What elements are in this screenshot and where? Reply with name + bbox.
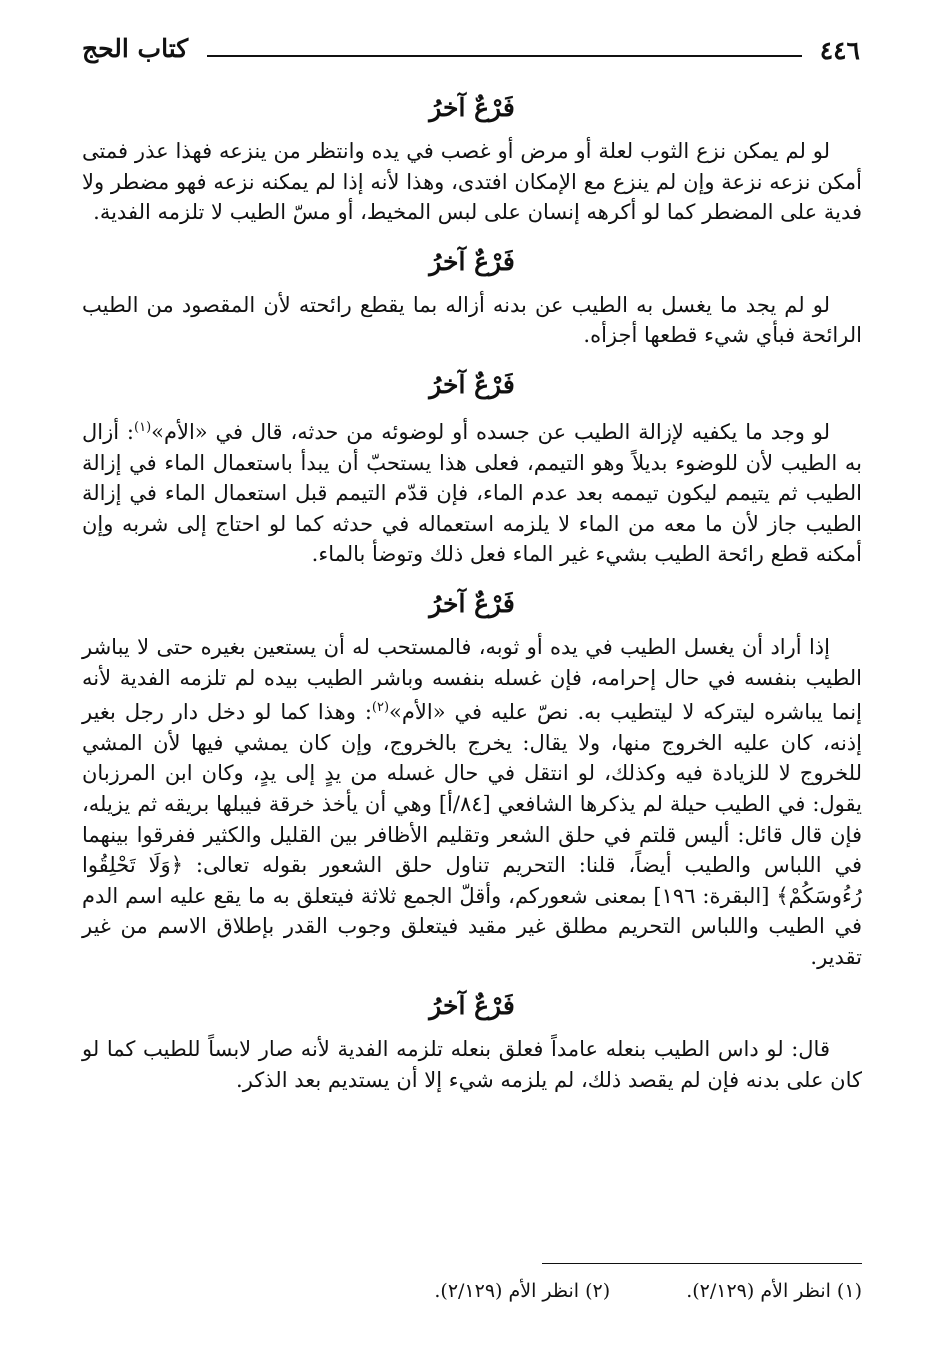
paragraph-text: لو لم يجد ما يغسل به الطيب عن بدنه أزاله بما يقطع رائحته لأن المقصود من الطيب الرائحة فبأي شيء قطعها أجزأه. — [82, 292, 862, 348]
section-heading: فَرْعٌ آخرُ — [429, 246, 515, 276]
section-paragraph — [82, 632, 862, 973]
section-paragraph — [82, 136, 862, 228]
section-heading: فَرْعٌ آخرُ — [429, 588, 515, 618]
footnote-divider — [542, 1263, 862, 1264]
section-paragraph — [82, 413, 862, 570]
paragraph-text: قال: لو داس الطيب بنعله عامداً فعلق بنعله تلزمه الفدية لأنه صار لابساً للطيب كما لو كان على بدنه فإن لم يقصد ذلك، لم يلزمه شيء إلا أن يستديم بعد الذكر. — [82, 1037, 862, 1093]
body-text — [82, 80, 862, 1102]
paragraph-text: إذا أراد أن يغسل الطيب في يده أو ثوبه، فالمستحب له أن يستعين بغيره حتى لا يباشر الطيب بنفسه في حال إحرامه، فإن غسله بنفسه وباشر الطيب بيده لم تلزمه الفدية لأنه إنما يباشره ليتركه لا ليتطيب به. نصّ عليه في «الأم» — [82, 634, 862, 725]
paragraph-text: : وهذا كما لو دخل دار رجل بغير إذنه، كان عليه الخروج منها، ولا يقال: يخرج بالخروج، وإن كان يمشي فيها لأن المشي للخروج لا للزيادة فيه وكذلك، لو انتقل في حال غسله من يدٍ إلى يدٍ، وكان ابن المرزبان يقول: في الطيب حيلة لم يذكرها الشافعي [٨٤/أ] وهي أن يأخذ خرقة فيبلها بريقه ثم يزيله، فإن قال قائل: أليس قلتم في حلق الشعر وتقليم الأظافر بين القليل والكثير ففرقوا بينهما في اللباس والطيب أيضاً، قلنا: التحريم تناول حلق الشعور بقوله تعالى: ﴿وَلَا تَحْلِقُوا رُءُوسَكُمْ﴾ [البقرة: ١٩٦] بمعنى شعوركم، وأقلّ الجمع ثلاثة فيتعلق به ما يقع عليه اسم الدم في الطيب واللباس التحريم مطلق غير مقيد فيتعلق وجوب القدر بإطلاق الاسم من غير تقدير. — [82, 700, 863, 969]
footnote-ref[interactable]: (٢) — [371, 700, 390, 716]
paragraph-text: لو لم يمكن نزع الثوب لعلة أو مرض أو غصب في يده وانتظر من ينزعه فهذا عذر فمتى أمكن نزعه نزعة وإن لم ينزع مع الإمكان افتدى، وهذا لأنه إذا لم يمكنه نزعه فهو مضطر ولا فدية على المضطر كما لو أكرهه إنسان على لبس المخيط، أو مسّ الطيب لا تلزمه الفدية. — [82, 139, 862, 225]
footnote: (١) انظر الأم (٢/١٢٩). — [686, 1280, 862, 1302]
section-heading: فَرْعٌ آخرُ — [429, 991, 515, 1021]
paragraph-text: لو وجد ما يكفيه لإزالة الطيب عن جسده أو لوضوئه من حدثه، قال في «الأم» — [151, 419, 830, 444]
book-title: كتاب الحج — [82, 34, 189, 63]
footnotes — [262, 1280, 862, 1302]
section-heading: فَرْعٌ آخرُ — [429, 93, 515, 122]
footnote-ref[interactable]: (١) — [134, 419, 152, 435]
paragraph-text: : أزال به الطيب لأن للوضوء بديلاً وهو التيمم، فعلى هذا يستحبّ أن يبدأ باستعمال الماء في إزالة الطيب ثم يتيمم ليكون تيممه بعد عدم الماء، فإن قدّم التيمم قبل استعمال الماء في إزالة الطيب جاز لأن ما معه من الماء لا يلزمه استعماله في حدثه كما لو احتاج إلى شربه وإن أمكنه قطع رائحة الطيب بشيء غير الماء فعل ذلك وتوضأ بالماء. — [82, 419, 862, 567]
section-paragraph — [82, 290, 862, 351]
header-rule — [207, 55, 802, 57]
section-heading: فَرْعٌ آخرُ — [429, 369, 515, 399]
running-header — [82, 30, 862, 70]
section-paragraph — [82, 1034, 862, 1095]
footnote: (٢) انظر الأم (٢/١٢٩). — [434, 1280, 611, 1302]
page-number: ٤٤٦ — [819, 36, 860, 65]
